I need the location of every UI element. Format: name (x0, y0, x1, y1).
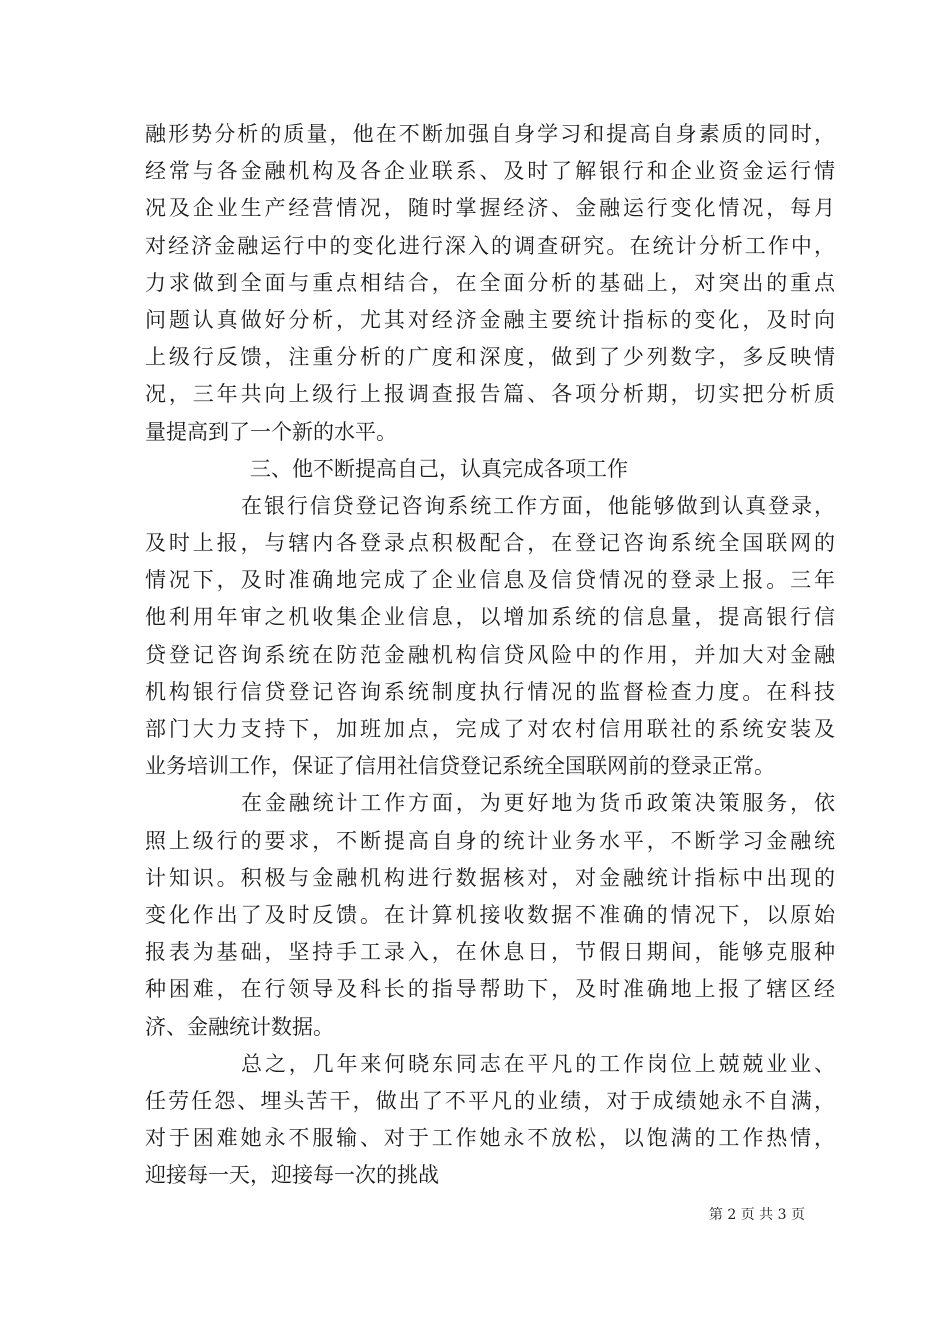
page-number: 第 2 页 共 3 页 (708, 1207, 805, 1223)
text-line: 机构银行信贷登记咨询系统制度执行情况的监督检查力度。在科技 (145, 679, 835, 704)
text-line: 及时上报，与辖内各登录点积极配合，在登记咨询系统全国联网的 (145, 531, 835, 556)
text-line: 贷登记咨询系统在防范金融机构信贷风险中的作用，并加大对金融 (145, 642, 835, 667)
text-line: 力求做到全面与重点相结合，在全面分析的基础上，对突出的重点 (145, 270, 835, 295)
text-line: 对于困难她永不服输、对于工作她永不放松，以饱满的工作热情， (145, 1126, 835, 1151)
text-line: 问题认真做好分析，尤其对经济金融主要统计指标的变化，及时向 (145, 307, 835, 332)
text-line: 对经济金融运行中的变化进行深入的调查研究。在统计分析工作中， (145, 233, 835, 258)
text-line: 情况下，及时准确地完成了企业信息及信贷情况的登录上报。三年 (145, 568, 835, 593)
document-body (145, 116, 835, 1194)
text-line: 在金融统计工作方面，为更好地为货币政策决策服务，依 (241, 791, 835, 816)
text-line: 总之，几年来何晓东同志在平凡的工作岗位上兢兢业业、 (241, 1051, 835, 1076)
text-line: 经常与各金融机构及各企业联系、及时了解银行和企业资金运行情 (145, 159, 835, 184)
text-line: 融形势分析的质量，他在不断加强自身学习和提高自身素质的同时， (145, 122, 835, 146)
text-line: 迎接每一天，迎接每一次的挑战 (145, 1163, 439, 1188)
text-line: 济、金融统计数据。 (145, 1014, 334, 1039)
text-line: 计知识。积极与金融机构进行数据核对，对金融统计指标中出现的 (145, 865, 835, 890)
text-line: 在银行信贷登记咨询系统工作方面，他能够做到认真登录， (241, 493, 835, 518)
paragraph (145, 116, 835, 451)
paragraph (145, 785, 835, 1045)
text-line: 量提高到了一个新的水平。 (145, 419, 397, 444)
text-line: 任劳任怨、埋头苦干，做出了不平凡的业绩，对于成绩她永不自满， (145, 1088, 835, 1113)
text-line: 种困难，在行领导及科长的指导帮助下，及时准确地上报了辖区经 (145, 977, 835, 1002)
text-line: 上级行反馈，注重分析的广度和深度，做到了少列数字，多反映情 (145, 345, 835, 370)
section-heading: 三、他不断提高自己，认真完成各项工作 (250, 456, 628, 481)
paragraph (145, 488, 835, 786)
text-line: 照上级行的要求，不断提高自身的统计业务水平，不断学习金融统 (145, 828, 835, 853)
text-line: 变化作出了及时反馈。在计算机接收数据不准确的情况下，以原始 (145, 902, 835, 927)
text-line: 业务培训工作，保证了信用社信贷登记系统全国联网前的登录正常。 (145, 754, 775, 779)
text-line: 况及企业生产经营情况，随时掌握经济、金融运行变化情况，每月 (145, 196, 835, 221)
paragraph (145, 1046, 835, 1195)
text-line: 他利用年审之机收集企业信息，以增加系统的信息量，提高银行信 (145, 605, 835, 630)
text-line: 报表为基础，坚持手工录入，在休息日，节假日期间，能够克服种 (145, 940, 835, 965)
text-line: 况，三年共向上级行上报调查报告篇、各项分析期，切实把分析质 (145, 382, 835, 407)
text-line: 部门大力支持下，加班加点，完成了对农村信用联社的系统安装及 (145, 717, 835, 741)
